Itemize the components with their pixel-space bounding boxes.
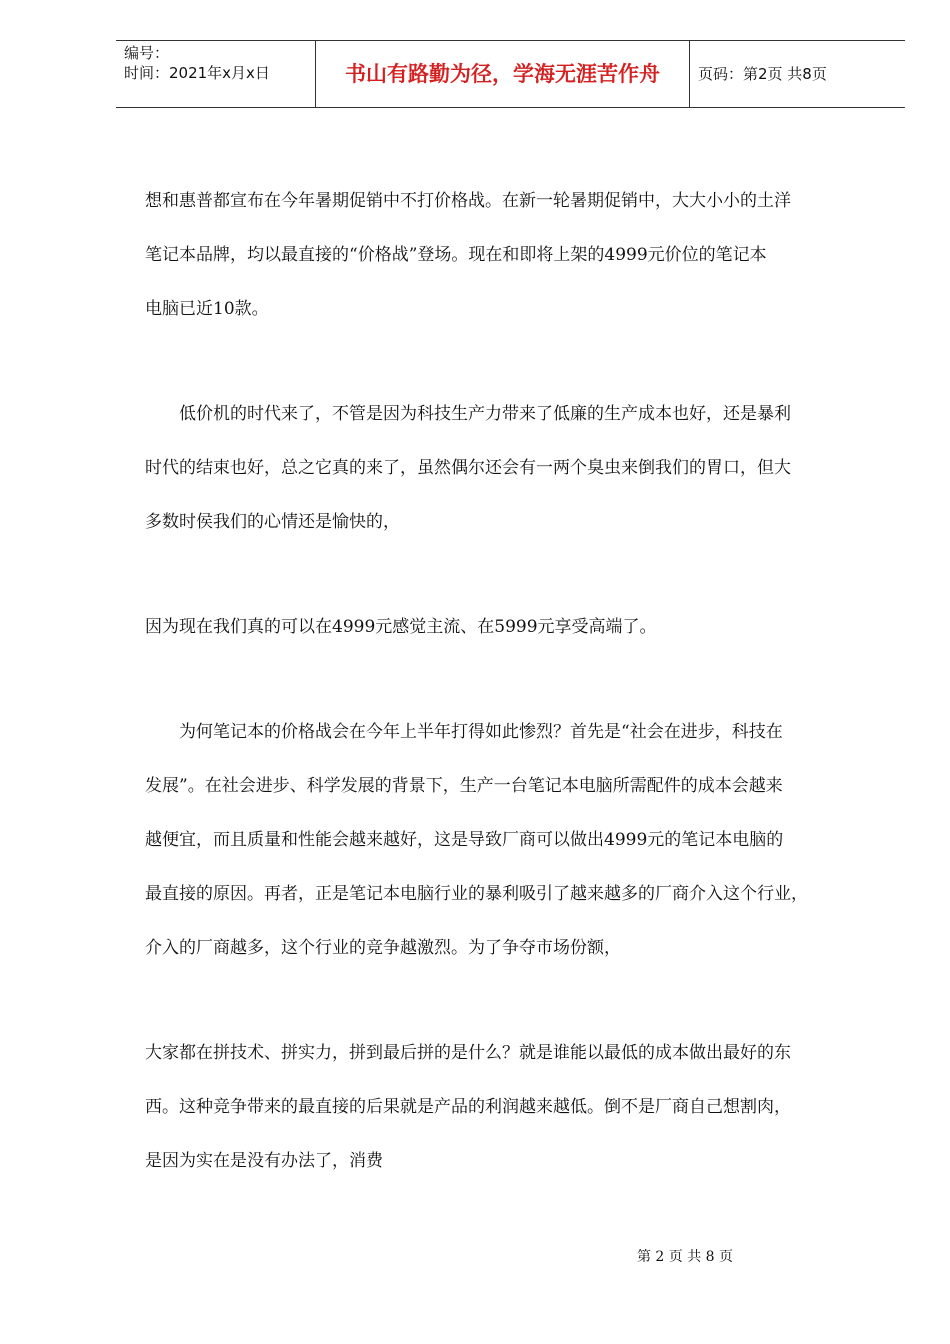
text-line: 大家都在拼技术、拼实力，拼到最后拼的是什么？就是谁能以最低的成本做出最好的东: [145, 1043, 791, 1063]
page-footer: 第 2 页 共 8 页: [636, 1249, 734, 1265]
text-line: 为何笔记本的价格战会在今年上半年打得如此惨烈？首先是“社会在进步，科技在: [179, 722, 783, 742]
header-page-label: 页码：第2页 共8页: [698, 65, 827, 83]
page-header: [116, 40, 905, 108]
paragraph-3: [145, 600, 880, 654]
text-line: 想和惠普都宣布在今年暑期促销中不打价格战。在新一轮暑期促销中，大大小小的土洋: [145, 191, 791, 211]
text-line: 低价机的时代来了，不管是因为科技生产力带来了低廉的生产成本也好，还是暴利: [179, 404, 791, 424]
text-line: 介入的厂商越多，这个行业的竞争越激烈。为了争夺市场份额，: [145, 938, 621, 958]
text-line: 电脑已近10款。: [145, 299, 269, 319]
paragraph-2: [145, 387, 880, 549]
header-meta: [116, 41, 316, 107]
header-motto: 书山有路勤为径，学海无涯苦作舟: [316, 41, 690, 107]
paragraph-5: [145, 1026, 880, 1188]
document-number-label: 编号：: [124, 44, 170, 62]
document-time-label: 时间：2021年x月x日: [124, 64, 270, 82]
document-body: [145, 174, 880, 1188]
text-line: 西。这种竞争带来的最直接的后果就是产品的利润越来越低。倒不是厂商自己想割肉，: [145, 1097, 791, 1117]
paragraph-4: [145, 705, 880, 975]
text-line: 笔记本品牌，均以最直接的“价格战”登场。现在和即将上架的4999元价位的笔记本: [145, 245, 767, 265]
text-line: 时代的结束也好，总之它真的来了，虽然偶尔还会有一两个臭虫来倒我们的胃口，但大: [145, 458, 791, 478]
text-line: 多数时侯我们的心情还是愉快的，: [145, 512, 400, 532]
text-line: 因为现在我们真的可以在4999元感觉主流、在5999元享受高端了。: [145, 617, 657, 637]
text-line: 越便宜，而且质量和性能会越来越好，这是导致厂商可以做出4999元的笔记本电脑的: [145, 830, 784, 850]
paragraph-1: [145, 174, 880, 336]
text-line: 最直接的原因。再者，正是笔记本电脑行业的暴利吸引了越来越多的厂商介入这个行业，: [145, 884, 808, 904]
text-line: 是因为实在是没有办法了，消费: [145, 1151, 383, 1171]
text-line: 发展”。在社会进步、科学发展的背景下，生产一台笔记本电脑所需配件的成本会越来: [145, 776, 783, 796]
